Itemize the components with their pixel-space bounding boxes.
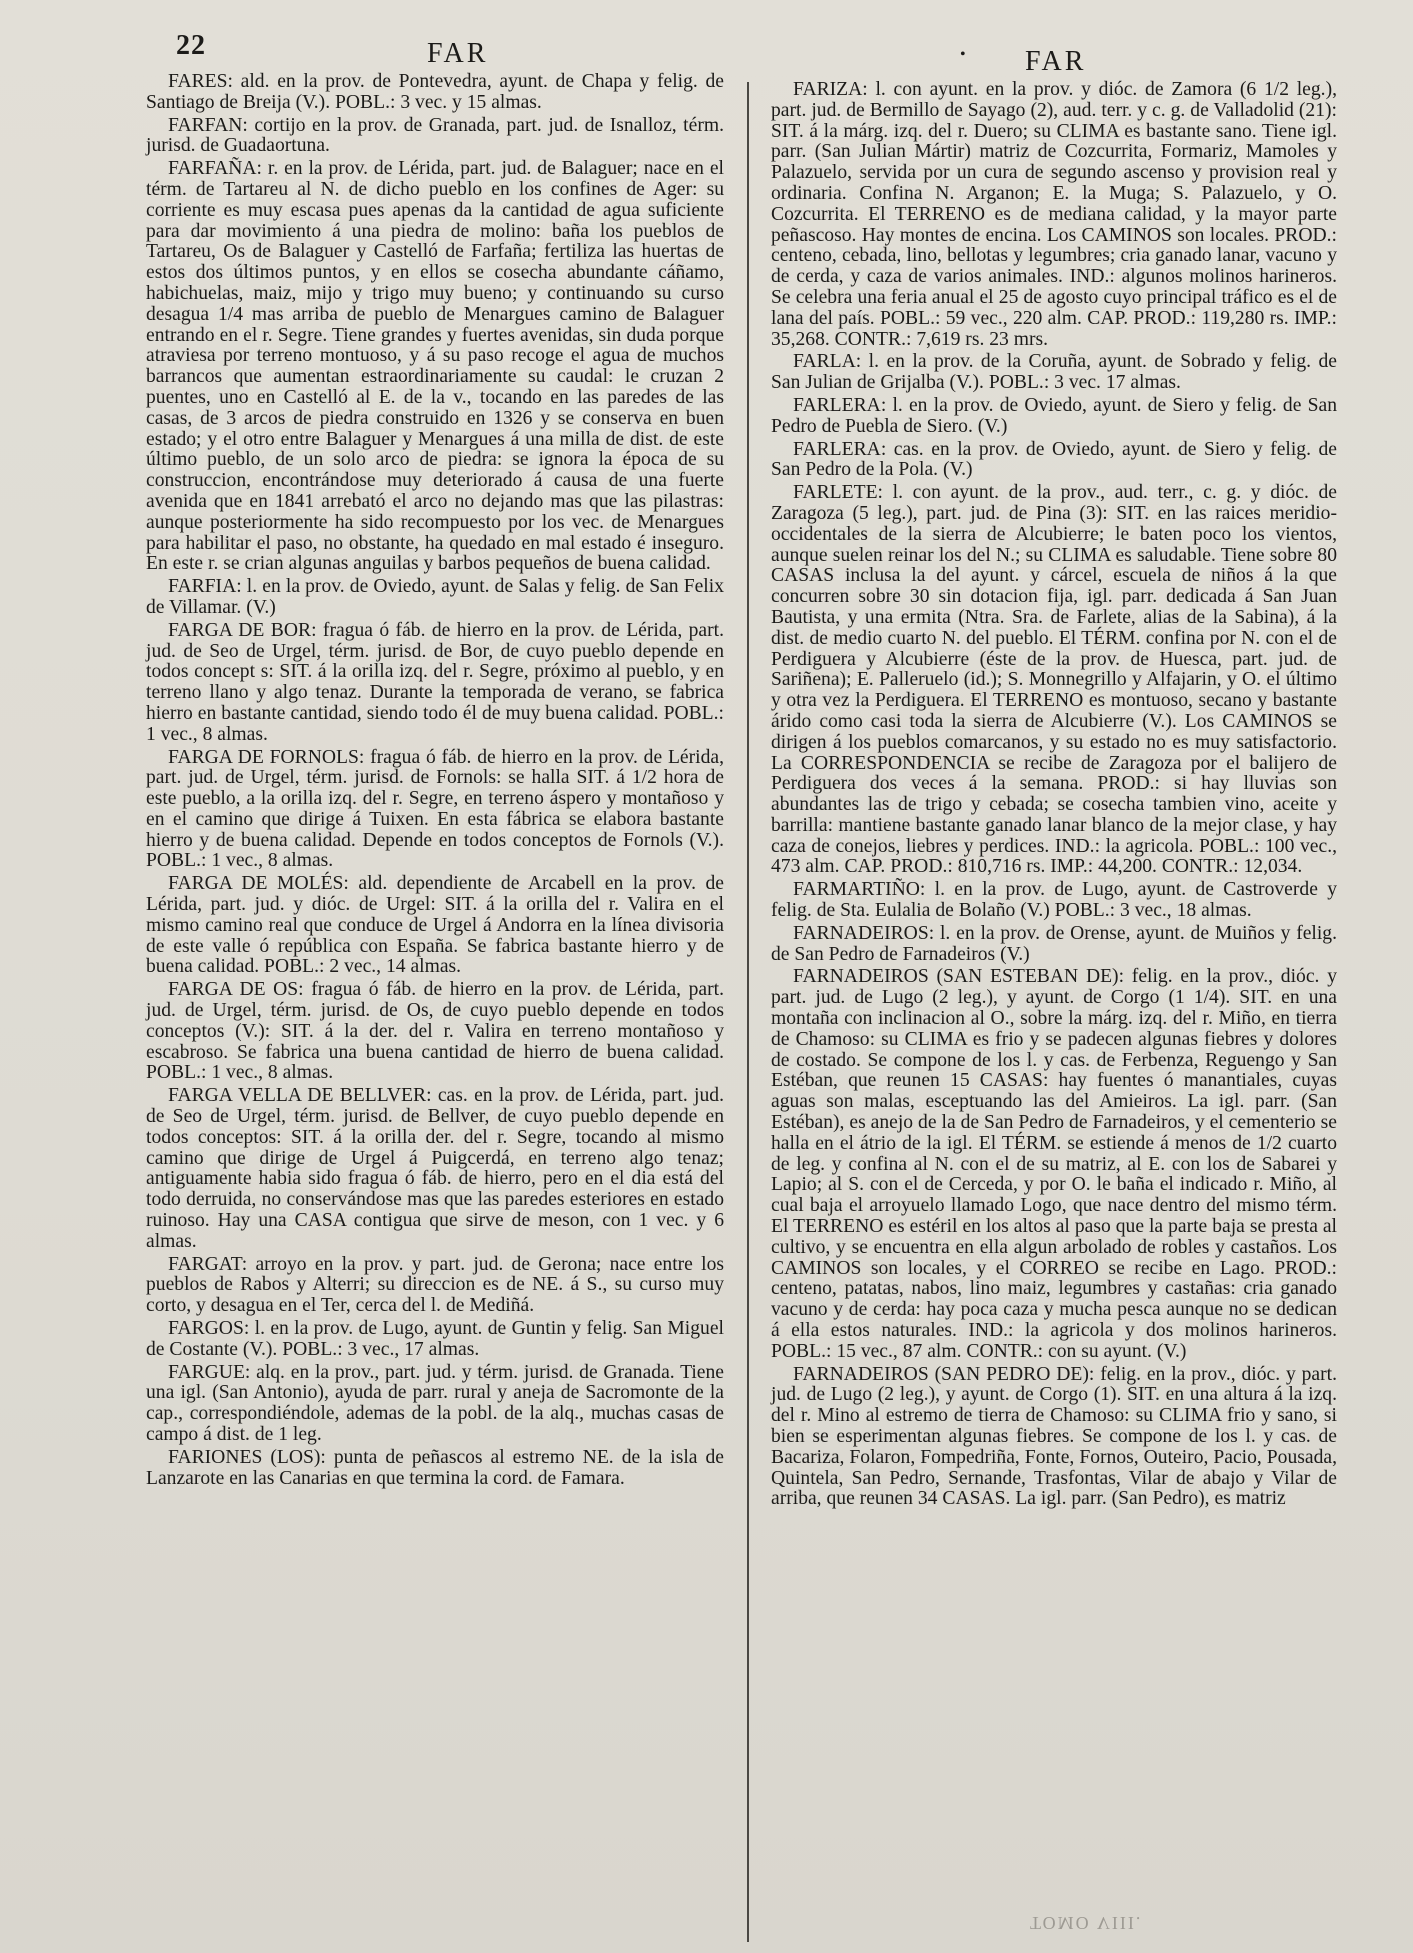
dictionary-entry: FARNADEIROS: l. en la prov. de Orense, ayunt. de Muiños y felig. de San Pedro de Farnadeiros (V.) xyxy=(771,922,1337,965)
column-rule xyxy=(747,82,749,1942)
dictionary-entry: FARFIA: l. en la prov. de Oviedo, ayunt. de Salas y felig. de San Felix de Villamar. (V.) xyxy=(146,576,724,618)
dictionary-entry: FARLA: l. en la prov. de la Coruña, ayunt. de Sobrado y felig. de San Julian de Grijalba (V.). POBL.: 3 vec. 17 almas. xyxy=(771,351,1337,394)
dictionary-entry: FARGA DE FORNOLS: fragua ó fáb. de hierro en la prov. de Lérida, part. jud. de Urgel, térm. jurisd. de Fornols: se halla SIT. á 1/2 hora de este pueblo, a la orilla izq. del r. Segre, en terreno áspero y montañoso y en el camino que dirige á Tuixen. En esta fábrica se elabora bastante hierro y de buena calidad. Depende en todos conceptos de Fornols (V.). POBL.: 1 vec., 8 almas. xyxy=(146,746,724,872)
dictionary-entry: FARFAÑA: r. en la prov. de Lérida, part. jud. de Balaguer; nace en el térm. de Tartareu al N. de dicho pueblo en los confines de Ager: su corriente es muy escasa pues apenas da la cantidad de agua suficiente para dar movimiento á una piedra de molino: baña los pueblos de Tartareu, Os de Balaguer y Castelló de Farfaña; fertiliza las huertas de estos dos últimos puntos, y en ellos se cosecha abundante cáñamo, habichuelas, maiz, mijo y trigo muy bueno; y continuando su curso desagua 1/4 mas arriba de pueblo de Menargues camino de Balaguer entrando en el r. Segre. Tiene grandes y fuertes avenidas, sin duda porque atraviesa por terreno montuoso, y á su paso recoge el agua de muchos barrancos que aumentan estraordinariamente su caudal: le cruzan 2 puentes, uno en Castelló al E. de la v., tocando en las paredes de las casas, de 3 arcos de piedra construido en 1326 y se conserva en buen estado; y el otro entre Balaguer y Menargues á una milla de dist. de este último pueblo, de un solo arco de piedra: se ignora la época de su construccion, encontrándose muy deteriorado á causa de una fuerte avenida que en 1841 arrebató el arco no dejando mas que las pilastras: aunque posteriormente ha sido recompuesto por los vec. de Menargues para habilitar el paso, no obstante, ha quedado en mal estado é inseguro. En este r. se crian algunas anguilas y barbos pequeños de buena calidad. xyxy=(146,158,724,575)
dictionary-entry: FARGA DE OS: fragua ó fáb. de hierro en la prov. de Lérida, part. jud. de Urgel, térm. jurisd. de Os, de cuyo pueblo depende en todos conceptos (V.): SIT. á la der. del r. Valira en terreno montañoso y escabroso. Se fabrica una buena cantidad de hierro de buena calidad. POBL.: 1 vec., 8 almas. xyxy=(146,979,724,1084)
dictionary-entry: FARLERA: cas. en la prov. de Oviedo, ayunt. de Siero y felig. de San Pedro de la Pola. (V.) xyxy=(771,438,1337,481)
dictionary-entry: FARGA VELLA DE BELLVER: cas. en la prov. de Lérida, part. jud. de Seo de Urgel, térm. jurisd. de Bellver, de cuyo pueblo depende en todos conceptos: SIT. á la orilla der. del r. Segre, tocando al mismo camino que dirige de Urgel á Puigcerdá, en terreno algo tenaz; antiguamente habia sido fragua ó fáb. de hierro, pero en el dia está del todo derruida, no conservándose mas que las paredes esteriores en estado ruinoso. Hay una CASA contigua que sirve de meson, con 1 vec. y 6 almas. xyxy=(146,1085,724,1252)
dictionary-entry: FARLETE: l. con ayunt. de la prov., aud. terr., c. g. y dióc. de Zaragoza (5 leg.), part. jud. de Pina (3): SIT. en las raices meridio-occidentales de la sierra de Alcubierre; le baten poco los vientos, aunque suelen reinar los del N.; su CLIMA es saludable. Tiene sobre 80 CASAS inclusa la del ayunt. y cárcel, escuela de niños á la que concurren sobre 30 sin dotacion fija, igl. parr. dedicada á San Juan Bautista, y una ermita (Ntra. Sra. de Farlete, alias de la Sabina), á la dist. de medio cuarto N. del pueblo. El TÉRM. confina por N. con el de Perdiguera y Alcubierre (éste de la prov. de Huesca, part. jud. de Sariñena); E. Palleruelo (id.); S. Monnegrillo y Alfajarin, y O. el último y otra vez la Perdiguera. El TERRENO es montuoso, secano y bastante árido como casi toda la sierra de Alcubierre (V.). Los CAMINOS se dirigen á los pueblos comarcanos, y su estado no es muy satisfactorio. La CORRESPONDENCIA se recibe de Zaragoza por el balijero de Perdiguera dos veces á la semana. PROD.: si hay lluvias son abundantes las de trigo y cebada; se cosecha tambien vino, aceite y barrilla: mantiene bastante ganado lanar blanco de la mejor clase, y hay caza de conejos, liebres y perdices. IND.: la agricola. POBL.: 100 vec., 473 alm. CAP. PROD.: 810,716 rs. IMP.: 44,200. CONTR.: 12,034. xyxy=(771,482,1337,878)
dictionary-entry: FARGOS: l. en la prov. de Lugo, ayunt. de Guntin y felig. San Miguel de Costante (V.). POBL.: 3 vec., 17 almas. xyxy=(146,1318,724,1360)
page-number: 22 xyxy=(176,30,206,61)
dictionary-entry: FARIZA: l. con ayunt. en la prov. y dióc. de Zamora (6 1/2 leg.), part. jud. de Bermillo de Sayago (2), aud. terr. y c. g. de Valladolid (21): SIT. á la márg. izq. del r. Duero; su CLIMA es bastante sano. Tiene igl. parr. (San Julian Mártir) matriz de Cozcurrita, Formariz, Mamoles y Palazuelo, servida por un cura de segundo ascenso y provision real y ordinaria. Confina N. Arganon; E. la Muga; S. Palazuelo, y O. Cozcurrita. El TERRENO es de mediana calidad, y la mayor parte peñascoso. Hay montes de encina. Los CAMINOS son locales. PROD.: centeno, cebada, lino, bellotas y legumbres; cria ganado lanar, vacuno y de cerda, y caza de varios animales. IND.: algunos molinos harineros. Se celebra una feria anual el 25 de agosto cuyo principal tráfico es el de lana del país. POBL.: 59 vec., 220 alm. CAP. PROD.: 119,280 rs. IMP.: 35,268. CONTR.: 7,619 rs. 23 mrs. xyxy=(771,79,1337,350)
right-column xyxy=(771,80,1337,1512)
dictionary-entry: FARIONES (LOS): punta de peñascos al estremo NE. de la isla de Lanzarote en las Canarias en que termina la cord. de Famara. xyxy=(146,1446,724,1489)
dictionary-entry: FARGAT: arroyo en la prov. y part. jud. de Gerona; nace entre los pueblos de Rabos y Alterri; su direccion es de NE. á S., su curso muy corto, y desagua en el Ter, cerca del l. de Mediñá. xyxy=(146,1253,724,1317)
running-head-right: FAR xyxy=(1025,46,1087,77)
running-head-left: FAR xyxy=(427,38,489,69)
dictionary-entry: FARNADEIROS (SAN PEDRO DE): felig. en la prov., dióc. y part. jud. de Lugo (2 leg.), y ayunt. de Corgo (1). SIT. en una altura á la izq. del r. Mino al estremo de tierra de Chamoso: su CLIMA frio y sano, si bien se esperimentan algunas fiebres. Se compone de los l. y cas. de Bacariza, Folaron, Fompedriña, Fonte, Fornos, Outeiro, Pacio, Pousada, Quintela, San Pedro, Sernande, Trasfontas, Vilar de abajo y Vilar de arriba, que reunen 34 CASAS. La igl. parr. (San Pedro), es matriz xyxy=(771,1363,1337,1510)
running-head-dot: • xyxy=(960,46,966,63)
dictionary-entry: FARLERA: l. en la prov. de Oviedo, ayunt. de Siero y felig. de San Pedro de Puebla de Siero. (V.) xyxy=(771,394,1337,437)
dictionary-entry: FARES: ald. en la prov. de Pontevedra, ayunt. de Chapa y felig. de Santiago de Breija (V.). POBL.: 3 vec. y 15 almas. xyxy=(146,71,724,113)
dictionary-entry: FARFAN: cortijo en la prov. de Granada, part. jud. de Isnalloz, térm. jurisd. de Guadaortuna. xyxy=(146,114,724,157)
dictionary-entry: FARGA DE BOR: fragua ó fáb. de hierro en la prov. de Lérida, part. jud. de Seo de Urgel, térm. jurisd. de Bor, de cuyo pueblo depende en todos concept s: SIT. á la orilla izq. del r. Segre, próximo al pueblo, y en terreno llano y algo tenaz. Durante la temporada de verano, se fabrica hierro en bastante cantidad, siendo todo él de muy buena calidad. POBL.: 1 vec., 8 almas. xyxy=(146,619,724,745)
left-column xyxy=(146,72,724,1491)
dictionary-entry: FARMARTIÑO: l. en la prov. de Lugo, ayunt. de Castroverde y felig. de Sta. Eulalia de Bolaño (V.) POBL.: 3 vec., 18 almas. xyxy=(771,879,1337,922)
dictionary-entry: FARGUE: alq. en la prov., part. jud. y térm. jurisd. de Granada. Tiene una igl. (San Antonio), ayuda de parr. rural y aneja de Sacromonte de la cap., correspondiéndole, ademas de la pobl. de la alq., muchas casas de campo á dist. de 1 leg. xyxy=(146,1361,724,1445)
dictionary-entry: FARGA DE MOLÉS: ald. dependiente de Arcabell en la prov. de Lérida, part. jud. y dióc. de Urgel: SIT. á la orilla del r. Valira en el mismo camino real que conduce de Urgel á Andorra en la línea divisoria de este valle ó república con España. Se fabrica bastante hierro y de buena calidad. POBL.: 2 vec., 14 almas. xyxy=(146,873,724,978)
bleed-through-text: TOMO VIII. xyxy=(1030,1913,1143,1933)
dictionary-entry: FARNADEIROS (SAN ESTEBAN DE): felig. en la prov., dióc. y part. jud. de Lugo (2 leg.), y ayunt. de Corgo (1 1/4). SIT. en una montaña con inclinacion al O., sobre la márg. izq. del r. Miño, en tierra de Chamoso: su CLIMA es frio y se padecen algunas fiebres y dolores de costado. Se compone de los l. y cas. de Ferbenza, Reguengo y San Estéban, que reunen 15 CASAS: hay fuentes ó manantiales, cuyas aguas son malas, esceptuando las del Amieiros. La igl. parr. (San Estéban), es anejo de la de San Pedro de Farnadeiros, y el cementerio se halla en el átrio de la igl. El TÉRM. se estiende á menos de 1/2 cuarto de leg. y confina al N. con el de su matriz, al E. con los de Sabarei y Lapio; al S. con el de Cerceda, y por O. le baña el indicado r. Miño, al cual baja el arroyuelo llamado Logo, que nace dentro del mismo térm. El TERRENO es estéril en los altos al paso que la parte baja se presta al cultivo, y se encuentra en ella algun arbolado de robles y castaños. Los CAMINOS son locales, y el CORREO se recibe en Lago. PROD.: centeno, patatas, nabos, lino maiz, legumbres y castañas: cria ganado vacuno y de cerda: hay poca caza y mucha pesca aunque no se dedican á ella estos naturales. IND.: la agricola y dos molinos harineros. POBL.: 15 vec., 87 alm. CONTR.: con su ayunt. (V.) xyxy=(771,966,1337,1362)
